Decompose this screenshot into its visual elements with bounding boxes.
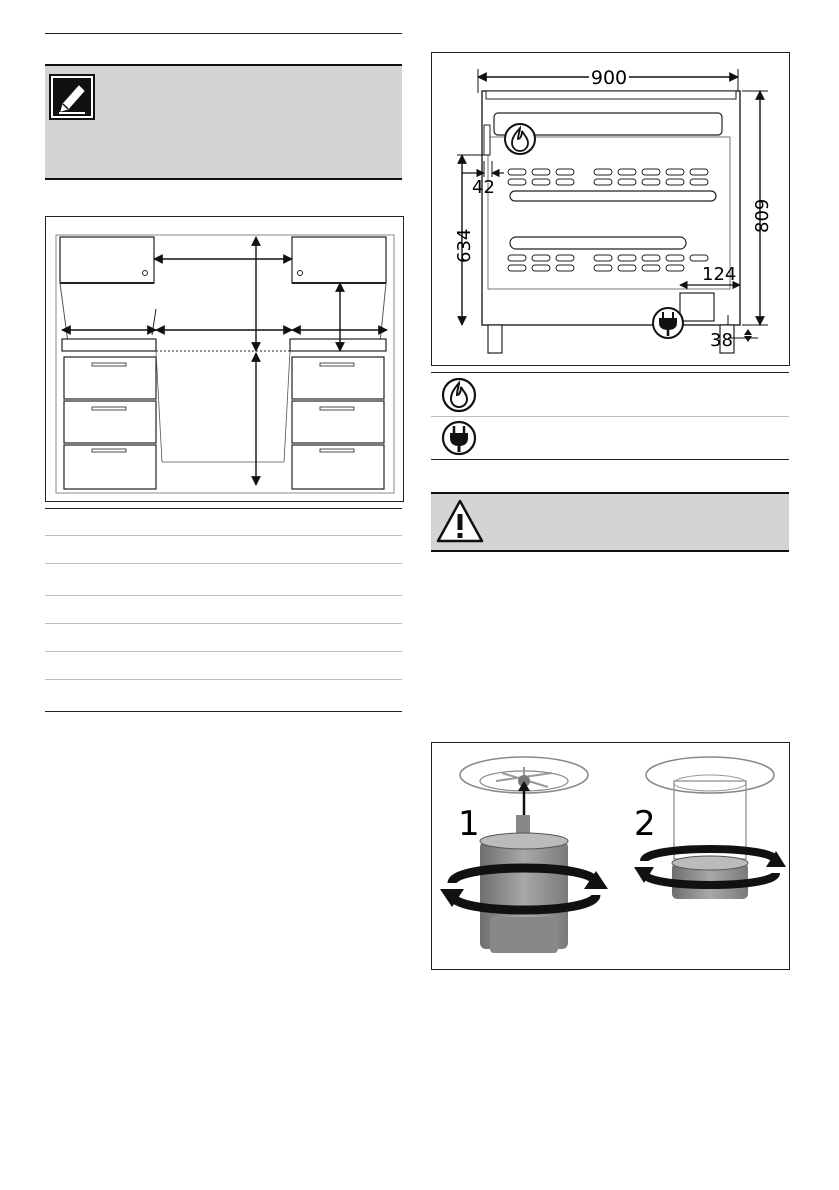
upper-cabinet-left [60, 237, 154, 283]
gas-height-label: 634 [454, 228, 475, 263]
feet-diagram [432, 743, 789, 969]
table-bottom-rule [45, 711, 402, 712]
gas-flame-icon [505, 124, 535, 154]
electric-plug-icon [440, 419, 478, 457]
width-dimension-label: 900 [590, 67, 628, 89]
gas-offset-label: 42 [472, 177, 495, 198]
upper-cabinet-right [292, 237, 386, 283]
electric-plug-icon [653, 308, 683, 338]
foot-step-2 [634, 757, 786, 899]
note-box [45, 64, 402, 180]
gas-flame-icon [440, 376, 478, 414]
total-height-label: 809 [752, 198, 773, 233]
foot-step-1 [440, 757, 608, 953]
electric-height-label: 38 [710, 330, 733, 351]
table-row-divider [45, 679, 402, 680]
legend-top-rule [431, 372, 789, 373]
top-rule-left [45, 33, 402, 34]
feet-diagram-frame [431, 742, 790, 970]
base-cabinet-left [64, 357, 156, 489]
table-row-divider [45, 623, 402, 624]
table-row-divider [45, 651, 402, 652]
oven-diagram-frame [431, 52, 790, 366]
cabinet-diagram [46, 217, 403, 501]
legend-row-divider [431, 416, 789, 417]
base-cabinet-right [292, 357, 384, 489]
warning-triangle-icon [435, 498, 485, 544]
note-pencil-icon [49, 74, 95, 120]
oven-diagram [432, 53, 789, 365]
step-1-label: 1 [458, 804, 480, 844]
electric-offset-label: 124 [702, 264, 737, 285]
table-row-divider [45, 563, 402, 564]
warning-box [431, 492, 789, 552]
legend-bottom-rule [431, 459, 789, 460]
table-row-divider [45, 595, 402, 596]
cabinet-diagram-frame [45, 216, 404, 502]
table-row-divider [45, 535, 402, 536]
step-2-label: 2 [634, 804, 656, 844]
table-top-rule [45, 508, 402, 509]
